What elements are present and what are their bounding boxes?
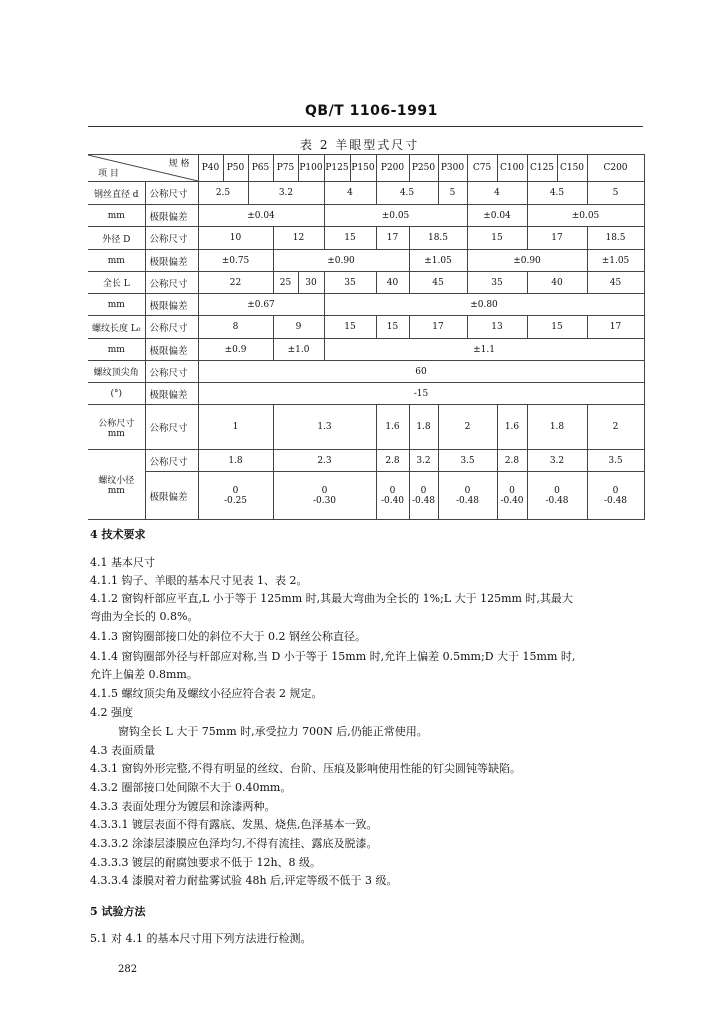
page-number: 282 bbox=[118, 964, 138, 975]
row-sublabel: 极限偏差 bbox=[145, 339, 198, 361]
col-header: P100 bbox=[298, 155, 324, 182]
paragraph: 4.3.3.2 涂漆层漆膜应色泽均匀,不得有流挂、露底及脱漆。 bbox=[90, 837, 378, 850]
table-row bbox=[88, 250, 644, 272]
row-unit: (°) bbox=[88, 383, 145, 405]
cell: 60 bbox=[198, 361, 644, 383]
table-header-row bbox=[88, 155, 644, 182]
tol-lower: -0.48 bbox=[411, 495, 436, 506]
row-unit: mm bbox=[107, 428, 125, 439]
row-label: 外径 D bbox=[88, 227, 145, 250]
row-unit: mm bbox=[107, 486, 125, 496]
cell: ±0.04 bbox=[198, 205, 324, 227]
cell: ±0.05 bbox=[527, 205, 644, 227]
cell: 1.6 bbox=[376, 405, 409, 450]
row-label: 螺纹顶尖角 bbox=[88, 361, 145, 383]
cell: 2.5 bbox=[198, 182, 248, 205]
cell bbox=[587, 472, 644, 520]
row-sublabel: 极限偏差 bbox=[145, 250, 198, 272]
tol-lower: -0.40 bbox=[500, 495, 524, 506]
cell: ±0.05 bbox=[324, 205, 467, 227]
cell: 17 bbox=[527, 227, 587, 250]
paragraph: 允许上偏差 0.8mm。 bbox=[90, 668, 198, 681]
paragraph: 窗钩全长 L 大于 75mm 时,承受拉力 700N 后,仍能正常使用。 bbox=[118, 725, 428, 738]
row-label-name: 公称尺寸 bbox=[98, 418, 135, 429]
cell: 1.8 bbox=[409, 405, 438, 450]
corner-item-label: 项 目 bbox=[98, 169, 119, 179]
row-sublabel: 公称尺寸 bbox=[145, 405, 198, 450]
cell bbox=[198, 472, 273, 520]
table-row bbox=[88, 361, 644, 383]
paragraph: 4.1.1 钩子、羊眼的基本尺寸见表 1、表 2。 bbox=[90, 574, 308, 587]
dimension-table bbox=[88, 154, 645, 520]
col-header: P125 bbox=[324, 155, 350, 182]
cell: ±1.1 bbox=[324, 339, 644, 361]
cell: 3.2 bbox=[409, 450, 438, 472]
tol-upper: 0 bbox=[612, 485, 619, 496]
tol-lower: -0.25 bbox=[223, 495, 248, 506]
cell: ±1.0 bbox=[273, 339, 324, 361]
cell: 2 bbox=[587, 405, 644, 450]
row-sublabel: 公称尺寸 bbox=[145, 316, 198, 339]
cell: ±1.05 bbox=[587, 250, 644, 272]
cell: 18.5 bbox=[409, 227, 467, 250]
cell: 1.8 bbox=[527, 405, 587, 450]
row-sublabel: 极限偏差 bbox=[145, 472, 198, 520]
row-sublabel: 极限偏差 bbox=[145, 205, 198, 227]
cell: 15 bbox=[324, 316, 376, 339]
cell: 9 bbox=[273, 316, 324, 339]
cell: 1.3 bbox=[273, 405, 376, 450]
table-row bbox=[88, 294, 644, 316]
row-sublabel: 极限偏差 bbox=[145, 383, 198, 405]
col-header: C125 bbox=[527, 155, 557, 182]
tol-upper: 0 bbox=[509, 485, 515, 496]
table-row bbox=[88, 472, 644, 520]
row-sublabel: 公称尺寸 bbox=[145, 182, 198, 205]
paragraph: 4.3.1 窗钩外形完整,不得有明显的丝纹、台阶、压痕及影响使用性能的钉尖圆钝等缺陷。 bbox=[90, 762, 521, 775]
col-header: P250 bbox=[409, 155, 438, 182]
cell bbox=[438, 472, 497, 520]
cell: 2.8 bbox=[376, 450, 409, 472]
cell: ±0.80 bbox=[324, 294, 644, 316]
paragraph: 4.3.3.3 镀层的耐腐蚀要求不低于 12h、8 级。 bbox=[90, 856, 322, 869]
subsection-heading: 4.3 表面质量 bbox=[90, 744, 155, 757]
paragraph: 4.3.3.4 漆膜对着力耐盐雾试验 48h 后,评定等级不低于 3 级。 bbox=[90, 874, 398, 887]
paragraph: 4.1.3 窗钩圈部接口处的斜位不大于 0.2 钢丝公称直径。 bbox=[90, 630, 366, 643]
cell: 5 bbox=[438, 182, 467, 205]
paragraph: 4.3.3.1 镀层表面不得有露底、发黑、烧焦,色泽基本一致。 bbox=[90, 818, 378, 831]
row-sublabel: 公称尺寸 bbox=[145, 450, 198, 472]
table-row bbox=[88, 383, 644, 405]
row-unit: mm bbox=[88, 250, 145, 272]
cell: 4.5 bbox=[527, 182, 587, 205]
cell: 4 bbox=[324, 182, 376, 205]
cell: 3.2 bbox=[527, 450, 587, 472]
col-header: P65 bbox=[248, 155, 273, 182]
table-row bbox=[88, 205, 644, 227]
cell: 15 bbox=[324, 227, 376, 250]
header-corner bbox=[88, 155, 198, 182]
section-heading: 5 试验方法 bbox=[90, 905, 146, 918]
row-label bbox=[88, 405, 145, 450]
paragraph: 4.1.5 螺纹顶尖角及螺纹小径应符合表 2 规定。 bbox=[90, 687, 323, 700]
cell: 1.8 bbox=[198, 450, 273, 472]
table-row bbox=[88, 182, 644, 205]
tol-upper: 0 bbox=[420, 485, 427, 496]
cell: 13 bbox=[467, 316, 527, 339]
cell: 40 bbox=[376, 272, 409, 294]
cell: 10 bbox=[198, 227, 273, 250]
paragraph: 4.1.2 窗钩杆部应平直,L 小于等于 125mm 时,其最大弯曲为全长的 1%;L 大于 125mm 时,其最大 bbox=[90, 592, 573, 605]
cell: 15 bbox=[527, 316, 587, 339]
cell: ±1.05 bbox=[409, 250, 467, 272]
table-row bbox=[88, 450, 644, 472]
col-header: P150 bbox=[350, 155, 376, 182]
row-label: 钢丝直径 d bbox=[88, 182, 145, 205]
row-label: 全长 L bbox=[88, 272, 145, 294]
subsection-heading: 4.1 基本尺寸 bbox=[90, 556, 155, 569]
cell: 3.5 bbox=[587, 450, 644, 472]
tol-upper: 0 bbox=[464, 485, 471, 496]
cell bbox=[527, 472, 587, 520]
corner-spec-label: 规 格 bbox=[168, 159, 190, 169]
row-label: 螺纹长度 L₀ bbox=[88, 316, 145, 339]
tol-lower: -0.48 bbox=[603, 495, 628, 506]
cell: 15 bbox=[467, 227, 527, 250]
cell: 17 bbox=[587, 316, 644, 339]
col-header: C150 bbox=[557, 155, 587, 182]
row-sublabel: 公称尺寸 bbox=[145, 272, 198, 294]
col-header: P75 bbox=[273, 155, 298, 182]
cell: 12 bbox=[273, 227, 324, 250]
tol-upper: 0 bbox=[554, 485, 560, 496]
tol-lower: -0.30 bbox=[312, 495, 337, 506]
cell: 4 bbox=[467, 182, 527, 205]
table-row bbox=[88, 405, 644, 450]
subsection-heading: 4.2 强度 bbox=[90, 706, 133, 719]
col-header: P50 bbox=[223, 155, 248, 182]
cell: 2.8 bbox=[497, 450, 527, 472]
col-header: C100 bbox=[497, 155, 527, 182]
cell: 17 bbox=[376, 227, 409, 250]
tol-upper: 0 bbox=[321, 485, 328, 496]
tol-upper: 0 bbox=[389, 485, 396, 496]
cell: 45 bbox=[587, 272, 644, 294]
paragraph: 4.3.2 圈部接口处间隙不大于 0.40mm。 bbox=[90, 781, 292, 794]
row-unit: mm bbox=[88, 294, 145, 316]
cell: 2 bbox=[438, 405, 497, 450]
cell: 3.5 bbox=[438, 450, 497, 472]
header-rule bbox=[88, 126, 643, 127]
cell: 40 bbox=[527, 272, 587, 294]
cell: 25 bbox=[273, 272, 298, 294]
tol-lower: -0.48 bbox=[455, 495, 480, 506]
cell: 15 bbox=[376, 316, 409, 339]
cell: 30 bbox=[298, 272, 324, 294]
row-label bbox=[88, 450, 145, 520]
cell: 45 bbox=[409, 272, 467, 294]
row-label-name: 螺纹小径 bbox=[98, 476, 135, 486]
cell: ±0.90 bbox=[467, 250, 587, 272]
tol-lower: -0.40 bbox=[380, 495, 405, 506]
cell: ±0.67 bbox=[198, 294, 324, 316]
col-header: P40 bbox=[198, 155, 223, 182]
cell: 1 bbox=[198, 405, 273, 450]
cell: 2.3 bbox=[273, 450, 376, 472]
row-sublabel: 公称尺寸 bbox=[145, 361, 198, 383]
table-caption: 表 2 羊眼型式尺寸 bbox=[300, 138, 420, 152]
cell: ±0.04 bbox=[467, 205, 527, 227]
table-row bbox=[88, 227, 644, 250]
paragraph: 4.1.4 窗钩圈部外径与杆部应对称,当 D 小于等于 15mm 时,允许上偏差 0.5mm;D 大于 15mm 时, bbox=[90, 650, 576, 663]
col-header: P200 bbox=[376, 155, 409, 182]
cell bbox=[376, 472, 409, 520]
col-header: C75 bbox=[467, 155, 497, 182]
table-row bbox=[88, 272, 644, 294]
cell: 17 bbox=[409, 316, 467, 339]
cell: 18.5 bbox=[587, 227, 644, 250]
cell: 35 bbox=[467, 272, 527, 294]
row-sublabel: 公称尺寸 bbox=[145, 227, 198, 250]
paragraph: 4.3.3 表面处理分为镀层和涂漆两种。 bbox=[90, 800, 276, 813]
tol-upper: 0 bbox=[232, 485, 239, 496]
table-row bbox=[88, 339, 644, 361]
paragraph: 5.1 对 4.1 的基本尺寸用下列方法进行检测。 bbox=[90, 932, 312, 945]
col-header: C200 bbox=[587, 155, 644, 182]
cell: -15 bbox=[198, 383, 644, 405]
col-header: P300 bbox=[438, 155, 467, 182]
table-row bbox=[88, 316, 644, 339]
tol-lower: -0.48 bbox=[545, 495, 569, 506]
cell: 4.5 bbox=[376, 182, 438, 205]
cell: 5 bbox=[587, 182, 644, 205]
cell bbox=[409, 472, 438, 520]
row-unit: mm bbox=[88, 339, 145, 361]
cell bbox=[497, 472, 527, 520]
cell: 1.6 bbox=[497, 405, 527, 450]
cell: 8 bbox=[198, 316, 273, 339]
cell bbox=[273, 472, 376, 520]
row-unit: mm bbox=[88, 205, 145, 227]
standard-number: QB/T 1106-1991 bbox=[305, 103, 438, 119]
cell: ±0.90 bbox=[273, 250, 409, 272]
cell: ±0.9 bbox=[198, 339, 273, 361]
row-sublabel: 极限偏差 bbox=[145, 294, 198, 316]
cell: 3.2 bbox=[248, 182, 324, 205]
cell: ±0.75 bbox=[198, 250, 273, 272]
section-heading: 4 技术要求 bbox=[90, 528, 146, 541]
paragraph: 弯曲为全长的 0.8%。 bbox=[90, 610, 199, 623]
cell: 22 bbox=[198, 272, 273, 294]
cell: 35 bbox=[324, 272, 376, 294]
